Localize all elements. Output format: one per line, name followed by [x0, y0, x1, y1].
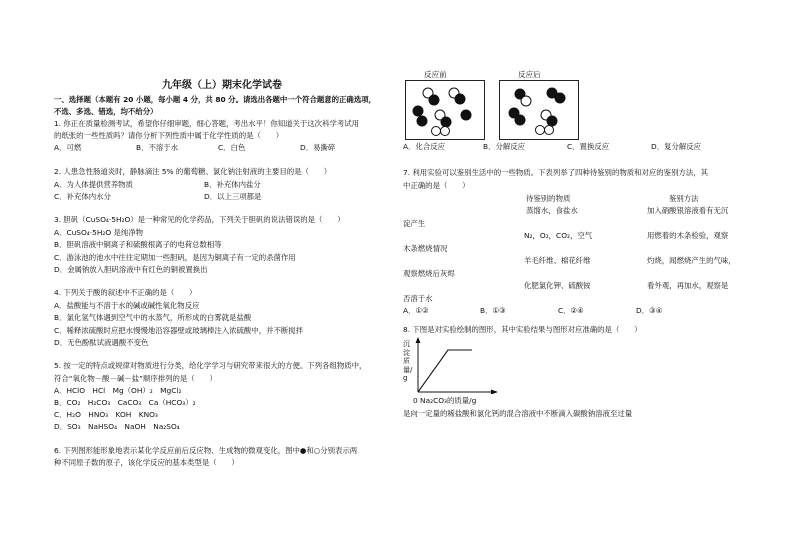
q7-option-a[interactable]: A．①② — [403, 306, 429, 315]
after-reaction-box — [499, 80, 579, 140]
q2-stem: 2. 人患急性肠道炎时，静脉滴注 5% 的葡萄糖、氯化钠注射液的主要目的是（ ） — [54, 167, 332, 176]
q7-option-c[interactable]: C．②④ — [558, 306, 584, 315]
q7-table-header-substance: 待鉴别的物质 — [526, 194, 571, 203]
q5-stem-line2: 符合“氧化物－酸－碱－盐”顺序排列的是（ ） — [54, 374, 217, 383]
q7-row1-method-cont: 淀产生 — [403, 219, 426, 228]
q7-option-d[interactable]: D．③④ — [636, 306, 663, 315]
before-reaction-box — [405, 80, 485, 140]
q2-option-c[interactable]: C．补充体内水分 — [54, 192, 111, 201]
q4-option-b[interactable]: B．氯化氢气体遇到空气中的水蒸气，所形成的白雾就是盐酸 — [54, 313, 252, 322]
q5-option-c[interactable]: C．H₂O HNO₃ KOH KNO₃ — [54, 410, 158, 419]
q1-option-d[interactable]: D．易撕碎 — [300, 143, 336, 152]
q3-option-d[interactable]: D．金属钠放入胆矾溶液中有红色的铜被置换出 — [54, 265, 208, 274]
q7-row4-method-cont: 否溶于水 — [403, 294, 433, 303]
page-title: 九年级（上）期末化学试卷 — [162, 80, 282, 91]
q5-stem: 5. 按一定的特点或规律对物质进行分类，给化学学习与研究带来很大的方便。下列各组物质中， — [54, 361, 367, 370]
q6-stem: 6. 下列图形能形象地表示某化学反应前后反应物、生成物的微观变化，图中●和○分别表示两 — [54, 446, 358, 455]
q1-stem-line2: 的纸张的一些性质吗？请你分析下列性质中属于化学性质的是（ ） — [54, 131, 284, 140]
q6-option-b[interactable]: B．分解反应 — [483, 142, 526, 151]
q8-graph — [410, 336, 500, 394]
q3-option-c[interactable]: C．游泳池的池水中往往定期加一些胆矾，是因为铜离子有一定的杀菌作用 — [54, 253, 296, 262]
q6-option-c[interactable]: C．置换反应 — [567, 142, 610, 151]
q7-row4-method: 看外观，再加水，观察是 — [647, 281, 729, 290]
q5-option-d[interactable]: D．SO₃ NaHSO₄ NaOH Na₂SO₄ — [54, 422, 180, 431]
q7-row3-method: 灼烧，闻燃烧产生的气味， — [647, 256, 736, 265]
section-heading-line2: 不选、多选、错选，均不给分） — [54, 107, 158, 116]
q5-option-a[interactable]: A．HClO HCl Mg（OH）₂ MgCl₂ — [54, 386, 182, 395]
after-caption: 反应后 — [518, 70, 541, 79]
q3-stem: 3. 胆矾（CuSO₄·5H₂O）是一种常见的化学药品，下列关于胆矾的说法错误的是（ ） — [54, 215, 345, 224]
q6-stem-line2: 种不同原子数的原子，该化学反应的基本类型是（ ） — [54, 458, 239, 467]
q8-graph-ylabel: 沉淀质量/g — [403, 340, 413, 382]
q4-option-c[interactable]: C．稀释浓硫酸时应把水慢慢地沿容器壁或玻璃棒注入浓硫酸中，并不断搅拌 — [54, 326, 304, 335]
q1-option-a[interactable]: A．可燃 — [54, 143, 82, 152]
q7-row1-substance: 蒸馏水，食盐水 — [526, 206, 578, 215]
section-heading: 一、选择题（本题有 20 小题，每小题 4 分，共 80 分。请选出各题中一个符合题意的正确选项， — [54, 95, 376, 104]
q7-row4-substance: 化肥氯化钾、硫酸铵 — [524, 281, 591, 290]
q7-row1-method: 加入硝酸银溶液看有无沉 — [647, 206, 729, 215]
q4-stem: 4. 下列关于酸的叙述中不正确的是（ ） — [54, 288, 197, 297]
q6-option-a[interactable]: A．化合反应 — [403, 142, 446, 151]
q2-option-a[interactable]: A．为人体提供营养物质 — [54, 180, 133, 189]
q1-stem: 1. 你正在质量检测考试，希望你仔细审题，细心答题，考出水平！你知道关于这次科学考试用 — [54, 119, 360, 128]
q7-stem: 7. 利用实验可以鉴别生活中的一些物质。下表列举了四种待鉴别的物质和对应的鉴别方法，其 — [403, 168, 709, 177]
q7-row2-method: 用燃着的木条检验，观察 — [647, 231, 729, 240]
q5-option-b[interactable]: B．CO₂ H₂CO₃ CaCO₃ Ca（HCO₃）₂ — [54, 398, 196, 407]
q4-option-a[interactable]: A．盐酸能与不溶于水的碱或碱性氧化物反应 — [54, 301, 200, 310]
q7-row2-substance: N₂，O₂，CO₂，空气 — [524, 231, 593, 240]
after-molecules-diagram — [500, 81, 578, 139]
q7-row2-method-cont: 木条燃烧情况 — [403, 244, 448, 253]
q7-table-header-method: 鉴别方法 — [669, 194, 699, 203]
q1-option-c[interactable]: C．白色 — [218, 143, 246, 152]
before-caption: 反应前 — [424, 70, 447, 79]
q3-option-a[interactable]: A．CuSO₄·5H₂O 是纯净物 — [54, 228, 144, 237]
q8-stem: 8. 下图是对实验绘制的图形，其中实验结果与图形对应准确的是（ ） — [403, 325, 642, 334]
q3-option-b[interactable]: B．胆矾溶液中铜离子和硫酸根离子的电荷总数相等 — [54, 240, 222, 249]
q1-option-b[interactable]: B．不溶于水 — [136, 143, 179, 152]
q2-option-d[interactable]: D．以上三项都是 — [204, 192, 262, 201]
q2-option-b[interactable]: B．补充体内盐分 — [204, 180, 261, 189]
q7-row3-method-cont: 观察燃烧后灰烬 — [403, 269, 455, 278]
before-molecules-diagram — [406, 81, 484, 139]
q7-option-b[interactable]: B．①③ — [480, 306, 506, 315]
q8-graph-curve — [418, 350, 472, 392]
q7-stem-line2: 中正确的是（ ） — [403, 181, 470, 190]
q8-description: 是向一定量的稀盐酸和氯化钙的混合溶液中不断滴入碳酸钠溶液至过量 — [403, 409, 633, 418]
q6-option-d[interactable]: D．复分解反应 — [651, 142, 702, 151]
q7-row3-substance: 羊毛纤维、棉花纤维 — [524, 256, 591, 265]
q4-option-d[interactable]: D．无色酚酞试液遇酸不变色 — [54, 338, 149, 347]
q8-graph-xlabel: 0 Na₂CO₃的质量/g — [413, 396, 477, 405]
